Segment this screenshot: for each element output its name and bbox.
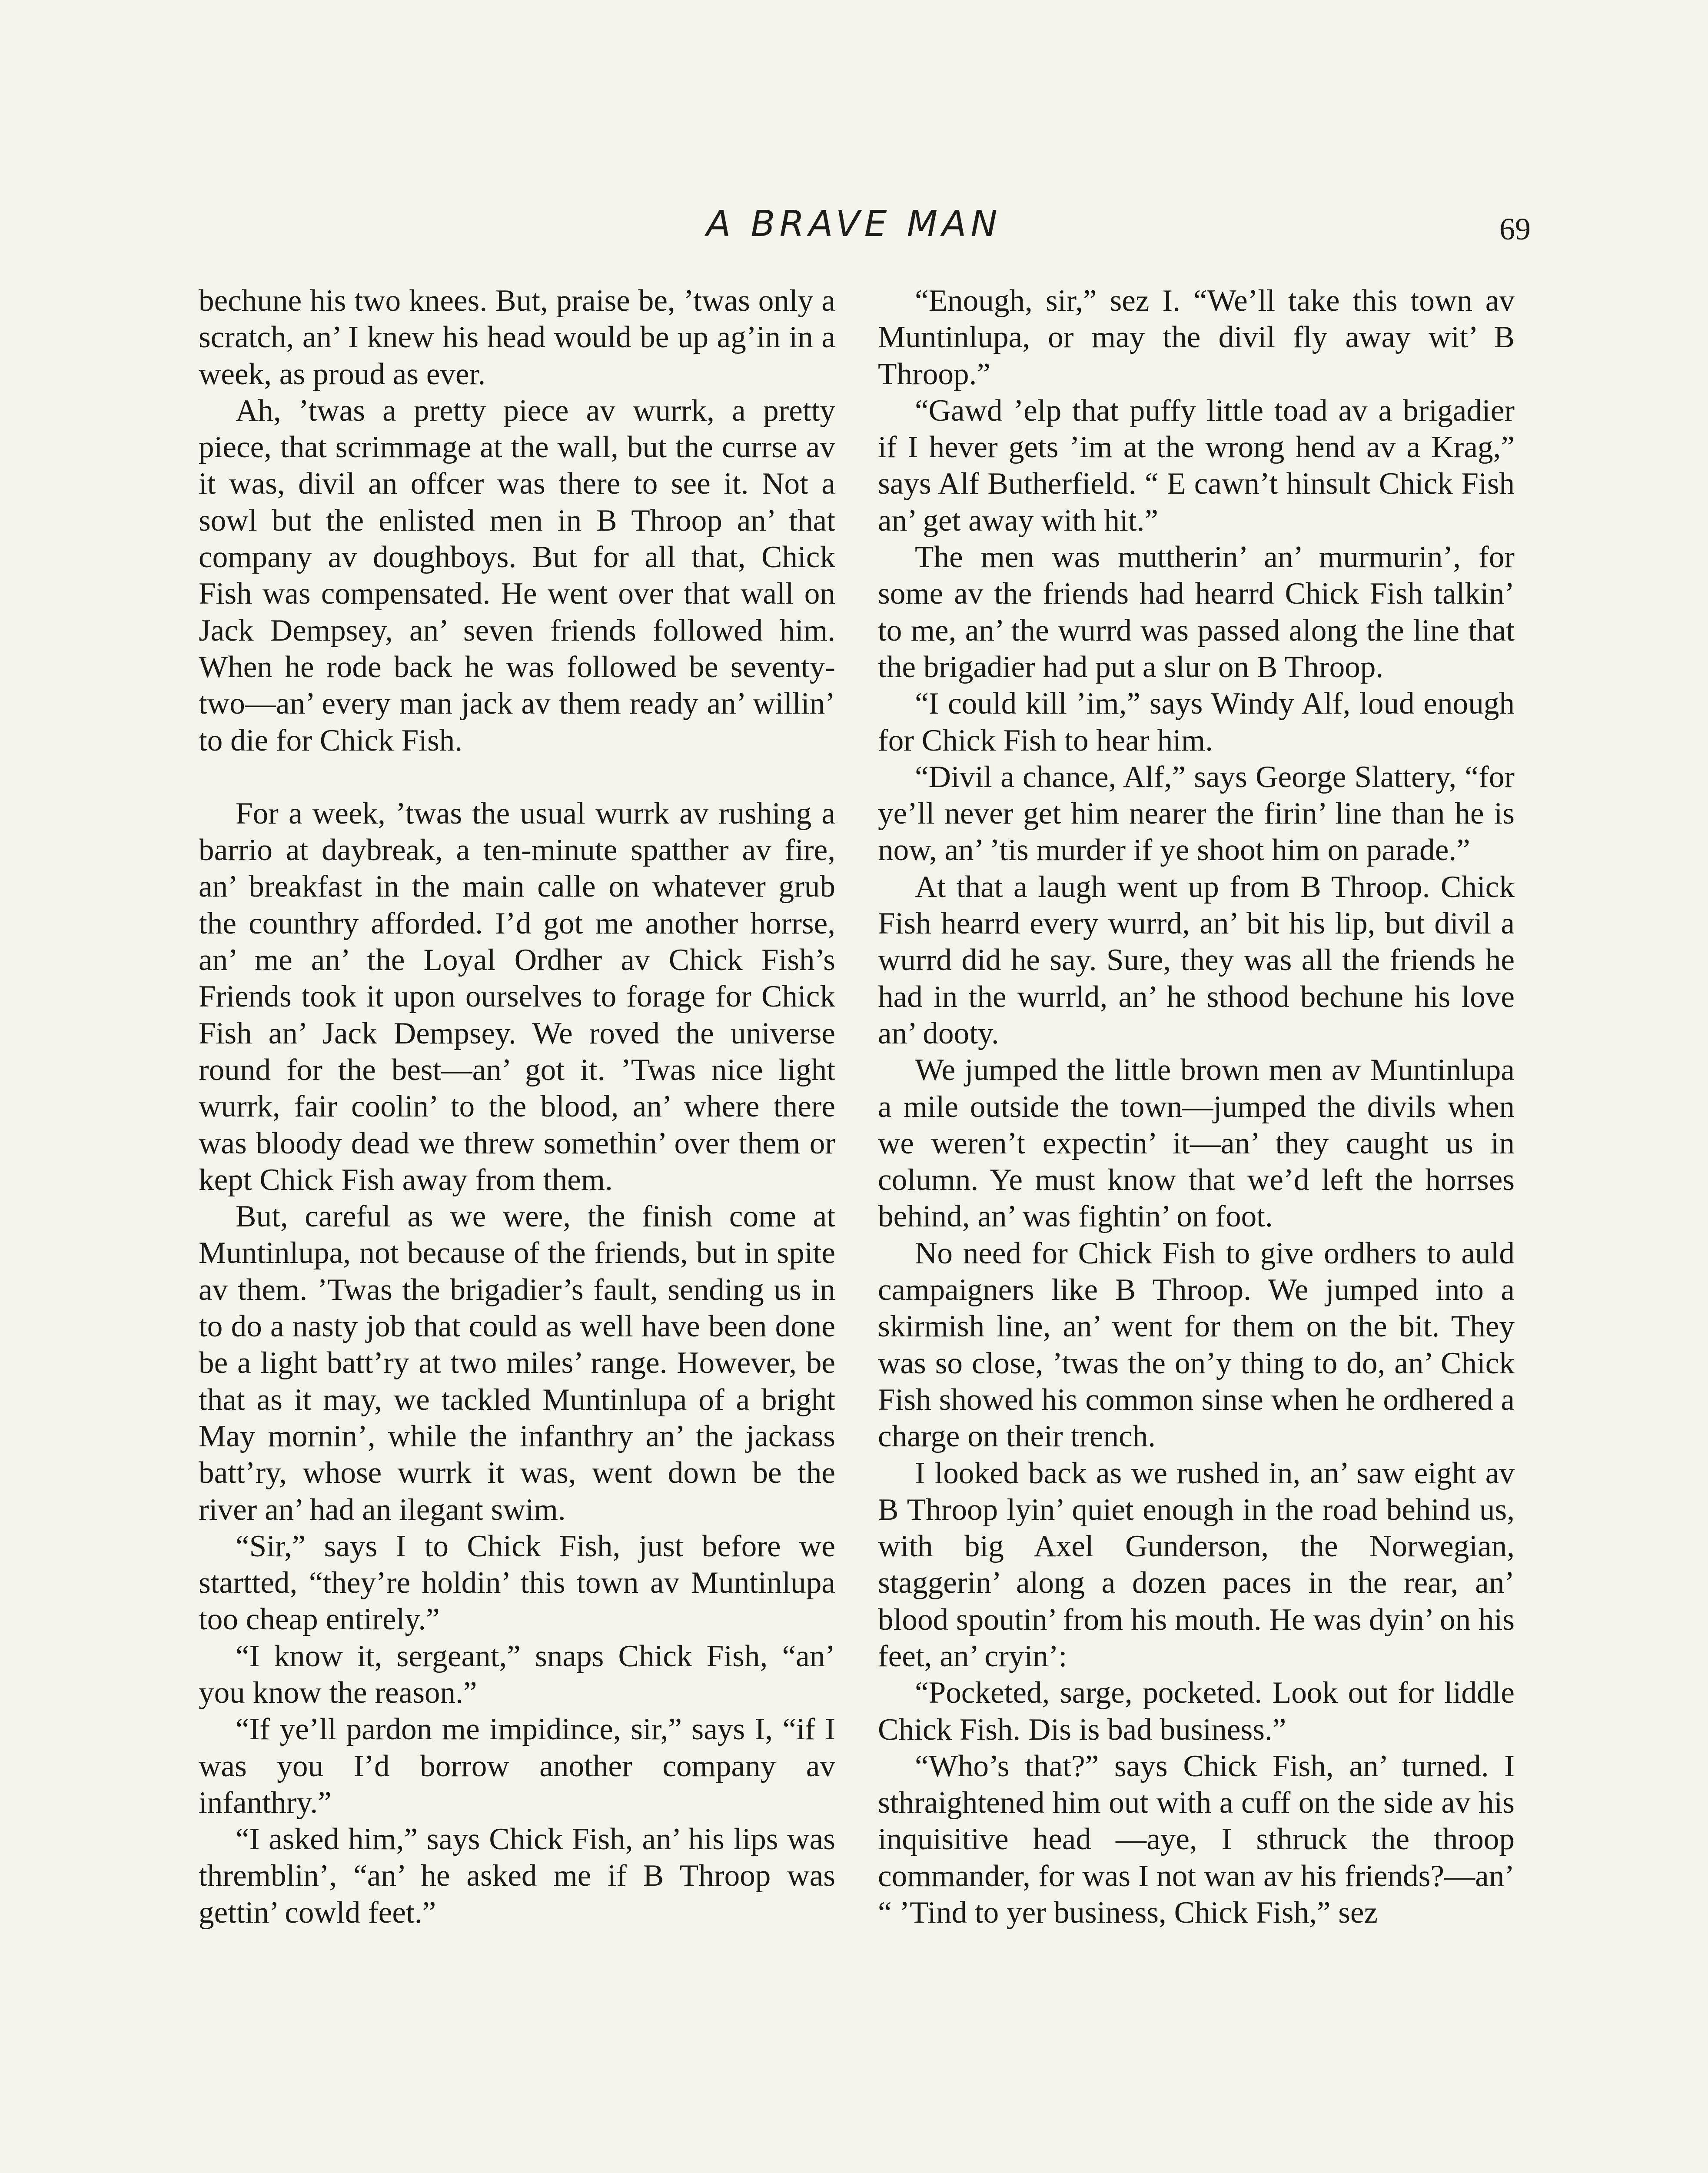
paragraph: At that a laugh went up from B Throop. Chick Fish hearrd every wurrd, an’ bit his lip, but divil a wurrd did he say. Sure, they was all the friends he had in the wurrld, an’ he sthood bechune his love an’ dooty. — [878, 870, 1515, 1050]
paragraph: “Pocketed, sarge, pocketed. Look out for liddle Chick Fish. Dis is bad business.” — [878, 1676, 1515, 1747]
paragraph: We jumped the little brown men av Muntinlupa a mile outside the town—jumped the divils when we weren’t expectin’ it—an’ they caught us in column. Ye must know that we’d left the horrses behind, an’ was fightin’ on foot. — [878, 1053, 1515, 1234]
paragraph: “Gawd ’elp that puffy little toad av a brigadier if I hever gets ’im at the wrong hend av a Krag,” says Alf Butherfield. “ E cawn’t hinsult Chick Fish an’ get away with hit.” — [878, 393, 1515, 538]
paragraph: “Who’s that?” says Chick Fish, an’ turned. I sthraightened him out with a cuff on the side av his inquisitive head —aye, I sthruck the throop commander, for was I not wan av his friends?—an’ “ ’Tind to yer business, Chick Fish,” sez — [878, 1749, 1515, 1930]
paragraph: I looked back as we rushed in, an’ saw eight av B Throop lyin’ quiet enough in the road behind us, with big Axel Gunderson, the Norwegian, staggerin’ along a dozen paces in the rear, an’ blood spoutin’ from his mouth. He was dyin’ on his feet, an’ cryin’: — [878, 1456, 1515, 1673]
paragraph: For a week, ’twas the usual wurrk av rushing a barrio at daybreak, a ten-minute spatther av fire, an’ breakfast in the main calle on whatever grub the counthry afforded. I’d got me another horrse, an’ me an’ the Loyal Ordher av Chick Fish’s Friends took it upon ourselves to forage for Chick Fish an’ Jack Dempsey. We roved the universe round for the best—an’ got it. ’Twas nice light wurrk, fair coolin’ to the blood, an’ where there was bloody dead we threw somethin’ over them or kept Chick Fish away from them. — [199, 796, 835, 1197]
paragraph: “I know it, sergeant,” snaps Chick Fish, “an’ you know the reason.” — [199, 1639, 835, 1710]
paragraph: “If ye’ll pardon me impidince, sir,” says I, “if I was you I’d borrow another company av infanthry.” — [199, 1712, 835, 1820]
page-header — [0, 203, 1708, 256]
paragraph: “Sir,” says I to Chick Fish, just before we startted, “they’re holdin’ this town av Muntinlupa too cheap entirely.” — [199, 1529, 835, 1637]
paragraph: “Divil a chance, Alf,” says George Slattery, “for ye’ll never get him nearer the firin’ line than he is now, an’ ’tis murder if ye shoot him on parade.” — [878, 760, 1515, 867]
right-column — [878, 282, 1515, 1931]
paragraph: Ah, ’twas a pretty piece av wurrk, a pretty piece, that scrimmage at the wall, but the currse av it was, divil an offcer was there to see it. Not a sowl but the enlisted men in B Throop an’ that company av doughboys. But for all that, Chick Fish was compensated. He went over that wall on Jack Dempsey, an’ seven friends followed him. When he rode back he was followed be seventy-two—an’ every man jack av them ready an’ willin’ to die for Chick Fish. — [199, 393, 835, 758]
paragraph: “I asked him,” says Chick Fish, an’ his lips was thremblin’, “an’ he asked me if B Throop was gettin’ cowld feet.” — [199, 1822, 835, 1930]
paragraph: “I could kill ’im,” says Windy Alf, loud enough for Chick Fish to hear him. — [878, 687, 1515, 758]
paragraph: But, careful as we were, the finish come at Muntinlupa, not because of the friends, but in spite av them. ’Twas the brigadier’s fault, sending us in to do a nasty job that could as well have been done be a light batt’ry at two miles’ range. However, be that as it may, we tackled Muntinlupa of a bright May mornin’, while the infanthry an’ the jackass batt’ry, whose wurrk it was, went down be the river an’ had an ilegant swim. — [199, 1199, 835, 1527]
paragraph: No need for Chick Fish to give ordhers to auld campaigners like B Throop. We jumped into a skirmish line, an’ went for them on the bit. They was so close, ’twas the on’y thing to do, an’ Chick Fish showed his common sinse when he ordhered a charge on their trench. — [878, 1236, 1515, 1454]
page-number: 69 — [1499, 212, 1531, 246]
left-column — [199, 282, 835, 1931]
paragraph: bechune his two knees. But, praise be, ’twas only a scratch, an’ I knew his head would be up ag’in in a week, as proud as ever. — [199, 284, 835, 391]
paragraph: “Enough, sir,” sez I. “We’ll take this town av Muntinlupa, or may the divil fly away wit’ B Throop.” — [878, 284, 1515, 391]
paragraph: The men was muttherin’ an’ murmurin’, for some av the friends had hearrd Chick Fish talkin’ to me, an’ the wurrd was passed along the line that the brigadier had put a slur on B Throop. — [878, 540, 1515, 684]
running-title: A BRAVE MAN — [706, 203, 1002, 245]
